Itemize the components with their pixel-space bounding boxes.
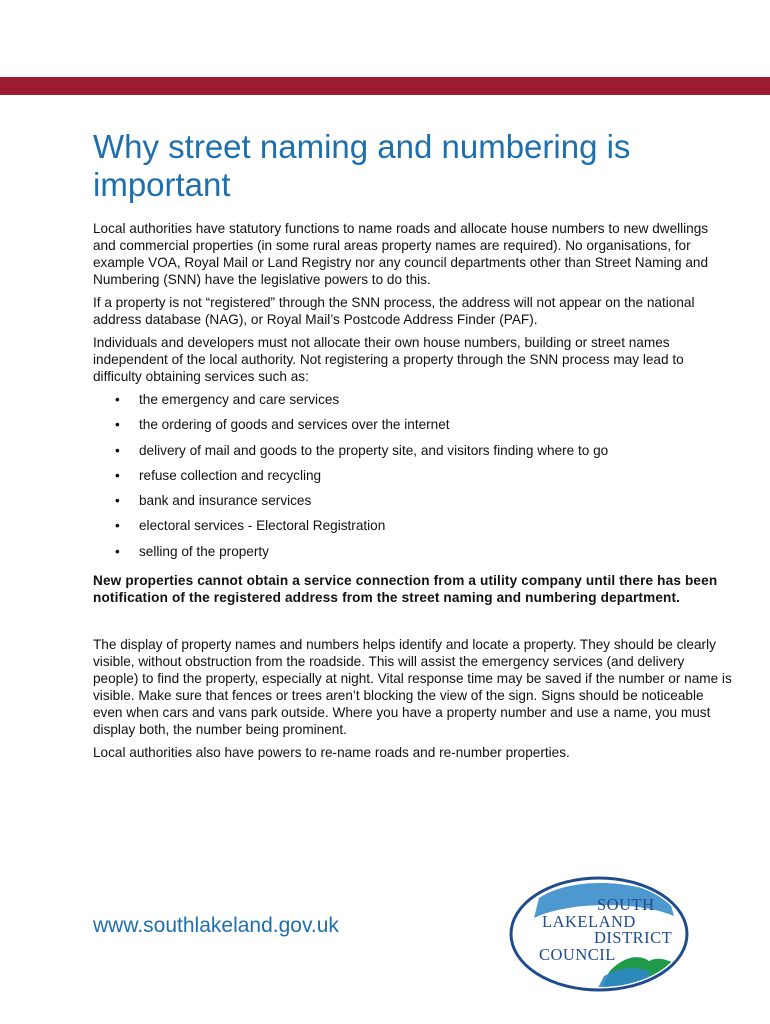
website-link[interactable]: www.southlakeland.gov.uk — [93, 914, 339, 937]
list-item: • selling of the property — [93, 543, 733, 568]
logo-line-district: DISTRICT — [594, 928, 673, 947]
list-item: • the ordering of goods and services over the internet — [93, 416, 733, 441]
logo-line-council: COUNCIL — [539, 945, 616, 964]
logo-line-south: SOUTH — [597, 895, 655, 914]
paragraph-statutory-functions: Local authorities have statutory functions to name roads and allocate house numbers to new dwellings and commercial properties (in some rural areas property names are required). No organisations, for example VOA, Royal Mail or Land Registry nor any council departments other than Street Naming and Numbering (SNN) have the legislative powers to do this. — [93, 221, 709, 287]
paragraph-display-names: The display of property names and numbers helps identify and locate a property. They should be clearly visible, without obstruction from the roadside. This will assist the emergency services (and delivery people) to find the property, especially at night. Vital response time may be saved if the number or name is visible. Make sure that fences or trees aren’t blocking the view of the sign. Signs should be noticeable even when cars and vans park outside. Where you have a property number and use a name, you must display both, the number being prominent. — [93, 637, 732, 738]
list-item: • refuse collection and recycling — [93, 467, 733, 492]
list-item: • electoral services - Electoral Registration — [93, 517, 733, 542]
list-item: • delivery of mail and goods to the property site, and visitors finding where to go — [93, 442, 733, 467]
header-bar — [0, 77, 770, 95]
utility-connection-note: New properties cannot obtain a service connection from a utility company until there has been notification of the registered address from the street naming and numbering department. — [93, 573, 718, 606]
body-content — [93, 220, 733, 767]
paragraph-individuals: Individuals and developers must not allocate their own house numbers, building or street names independent of the local authority. Not registering a property through the SNN process may lead to difficulty obtaining services such as: — [93, 335, 684, 384]
list-item: • the emergency and care services — [93, 391, 733, 416]
list-item: • bank and insurance services — [93, 492, 733, 517]
services-list — [93, 391, 733, 568]
paragraph-rename-powers: Local authorities also have powers to re-name roads and re-number properties. — [93, 745, 570, 761]
paragraph-registration: If a property is not “registered” through the SNN process, the address will not appear on the national address database (NAG), or Royal Mail’s Postcode Address Finder (PAF). — [93, 295, 695, 327]
council-logo — [509, 876, 695, 992]
logo-line-lakeland: LAKELAND — [542, 912, 636, 931]
page-title: Why street naming and numbering is important — [93, 128, 631, 203]
